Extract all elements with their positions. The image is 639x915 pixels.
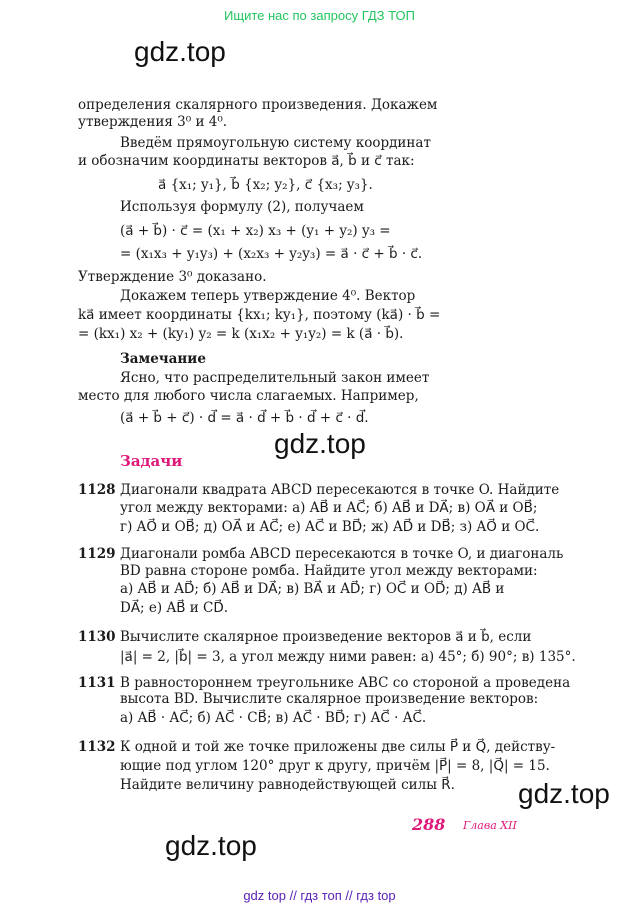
task-line: BD равна стороне ромба. Найдите угол между векторами: (120, 563, 538, 579)
formula-line: (a⃗ + b⃗ + c⃗) · d⃗ = a⃗ · d⃗ + b⃗ · d⃗ + c⃗ · d⃗. (120, 410, 369, 426)
task-line: Диагонали квадрата ABCD пересекаются в точке O. Найдите (120, 482, 560, 498)
task-line: Диагонали ромба ABCD пересекаются в точке O, и диагональ (120, 546, 564, 562)
bottom-links[interactable]: gdz top // гдз топ // гдз top (243, 888, 396, 903)
task-line: Найдите величину равнодействующей силы R⃗. (120, 777, 455, 793)
task-line: высота BD. Вычислите скалярное произведение векторов: (120, 691, 539, 707)
body-line: определения скалярного произведения. Докажем (78, 97, 438, 113)
body-line: ka⃗ имеет координаты {kx₁; ky₁}, поэтому (ka⃗) · b⃗ = (78, 307, 441, 323)
tasks-heading: Задачи (120, 452, 183, 470)
watermark: gdz.top (165, 830, 257, 861)
watermark: gdz.top (134, 36, 226, 67)
task-line: а) AB⃗ и AD⃗; б) AB⃗ и DA⃗; в) BA⃗ и AD⃗; г) OC⃗ и OD⃗; д) AB⃗ и (120, 581, 505, 597)
remark-heading: Замечание (120, 351, 206, 367)
top-banner-link[interactable]: Ищите нас по запросу ГДЗ ТОП (224, 8, 415, 23)
body-line: и обозначим координаты векторов a⃗, b⃗ и c⃗ так: (78, 153, 415, 169)
body-line: Используя формулу (2), получаем (120, 199, 364, 215)
task-line: ющие под углом 120° друг к другу, причём |P⃗| = 8, |Q⃗| = 15. (120, 758, 550, 774)
body-line: утверждения 3⁰ и 4⁰. (78, 114, 228, 130)
formula-line: = (kx₁) x₂ + (ky₁) y₂ = k (x₁x₂ + y₁y₂) = k (a⃗ · b⃗). (78, 326, 404, 342)
task-line: К одной и той же точке приложены две силы P⃗ и Q⃗, действу- (120, 739, 556, 755)
task-line: |a⃗| = 2, |b⃗| = 3, а угол между ними равен: а) 45°; б) 90°; в) 135°. (120, 649, 576, 665)
task-line: Вычислите скалярное произведение векторов a⃗ и b⃗, если (120, 629, 532, 645)
task-number: 1128 (78, 482, 116, 498)
formula-line: a⃗ {x₁; y₁}, b⃗ {x₂; y₂}, c⃗ {x₃; y₃}. (158, 177, 373, 193)
chapter-label: Глава XII (463, 819, 517, 832)
task-number: 1129 (78, 546, 116, 562)
body-line: Докажем теперь утверждение 4⁰. Вектор (120, 288, 416, 304)
formula-line: = (x₁x₃ + y₁y₃) + (x₂x₃ + y₂y₃) = a⃗ · c⃗ + b⃗ · c⃗. (120, 246, 423, 262)
body-line: Ясно, что распределительный закон имеет (120, 370, 430, 386)
task-line: г) AO⃗ и OB⃗; д) OA⃗ и AC⃗; е) AC⃗ и BD⃗; ж) AD⃗ и DB⃗; з) AO⃗ и OC⃗. (120, 519, 540, 535)
body-line: Утверждение 3⁰ доказано. (78, 269, 267, 285)
task-line: DA⃗; е) AB⃗ и CD⃗. (120, 600, 229, 616)
task-number: 1130 (78, 629, 116, 645)
task-line: а) AB⃗ · AC⃗; б) AC⃗ · CB⃗; в) AC⃗ · BD⃗; г) AC⃗ · AC⃗. (120, 710, 427, 726)
page-number: 288 (412, 815, 446, 834)
body-line: место для любого числа слагаемых. Например, (78, 388, 419, 404)
task-line: В равностороннем треугольнике ABC со стороной a проведена (120, 675, 571, 691)
body-line: Введём прямоугольную систему координат (120, 135, 431, 151)
task-number: 1131 (78, 675, 116, 691)
task-line: угол между векторами: а) AB⃗ и AC⃗; б) AB⃗ и DA⃗; в) OA⃗ и OB⃗; (120, 500, 538, 516)
watermark: gdz.top (274, 428, 366, 459)
formula-line: (a⃗ + b⃗) · c⃗ = (x₁ + x₂) x₃ + (y₁ + y₂) y₃ = (120, 223, 391, 239)
watermark: gdz.top (518, 778, 610, 809)
task-number: 1132 (78, 739, 116, 755)
